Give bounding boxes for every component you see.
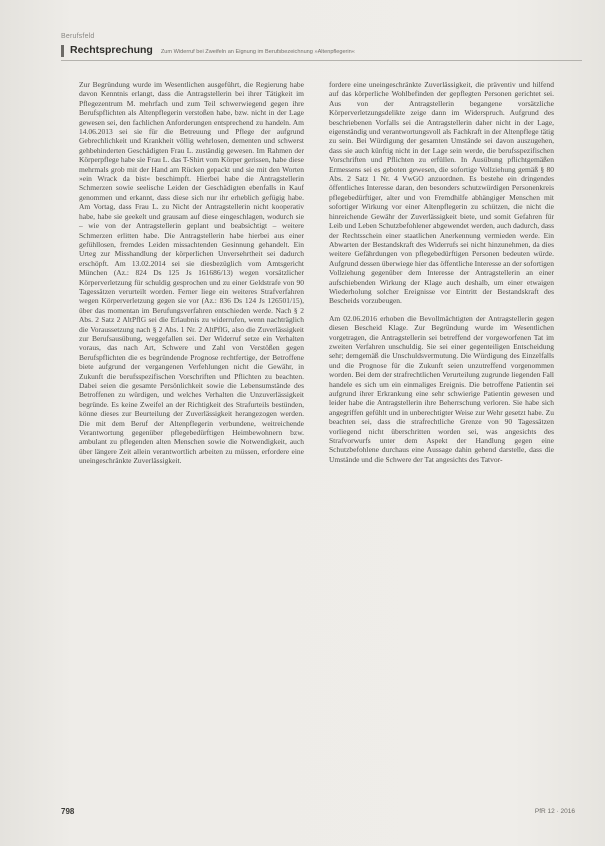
right-paragraph-1: fordere eine uneingeschränkte Zuverlässigkeit, die präventiv und hilfend auf das körperliche Wohlbefinden der gepflegten Personen gerichtet sei. Aus von der Antragstellerin begangene vorsätzliche Körperverletzungsdelikte zeige dann im Widerspruch. Aufgrund des beschriebenen Vorfalls sei die Antragstellerin daher nicht in der Lage, eigenständig und verantwortungsvoll als Fachkraft in der Altenpflege tätig zu sein. Bei Würdigung der gesamten Umstände sei davon auszugehen, dass sie auch künftig nicht in der Lage sein werde, die berufsspezifischen Vorschriften und Pflichten zu erfüllen. In Ausübung pflichtgemäßen Ermessens sei es geboten gewesen, die sofortige Vollziehung gemäß § 80 Abs. 2 Satz 1 Nr. 4 VwGO anzuordnen. Es bestehe ein dringendes öffentliches Interesse daran, den besonders schutzwürdigen Personenkreis pflegebedürftiger, alter und von Fremdhilfe abhängiger Menschen mit sofortiger Wirkung vor einer Altenpflegerin zu schützen, die nicht die hinreichende Gewähr der Zuverlässigkeit biete, und somit Gefahren für Leib und Leben Schutzbefohlener abgewendet werden, auch dadurch, dass der Rechtsschein einer staatlichen Anerkennung vermieden werde. Ein Abwarten der Bestandskraft des Widerrufs sei nicht hinzunehmen, da dies weitere Gefährdungen von pflegebedürftigen Personen bedeuten würde. Aufgrund dessen überwiege hier das öffentliche Interesse an der sofortigen Vollziehung gegenüber dem Interesse der Antragstellerin an einer aufschiebenden Wirkung der Klage auch deshalb, um einer etwaigen Wiederholung solcher Ereignisse vor Eintritt der Bestandskraft des Bescheids vorzubeugen. [329, 80, 554, 306]
section-label: Berufsfeld [61, 33, 95, 40]
page-header [61, 44, 581, 58]
header-subtitle: Zum Widerruf bei Zweifeln an Eignung im Berufsbezeichnung »Altenpflegerin« [160, 49, 355, 55]
header-marker-bar [61, 45, 64, 57]
journal-issue: PfR 12 · 2016 [534, 808, 575, 815]
text-column-left [79, 80, 304, 466]
left-paragraph-1: Zur Begründung wurde im Wesentlichen ausgeführt, die Regierung habe davon Kenntnis erlangt, dass die Antragstellerin bei ihrer Tätigkeit im Pflegezentrum M. mehrfach und zum Teil schwerwiegend gegen ihre Berufspflichten als Altenpflegerin verstoßen habe, bzw. nicht in der Lage gewesen sei, den fachlichen Anforderungen entsprechend zu handeln. Am 14.06.2013 sei sie für die Betreuung und Pflege der aufgrund Gebrechlichkeit und Krankheit völlig wehrlosen, dementen und schwerst gehbehinderten Geschädigten Frau L. zuständig gewesen. Im Rahmen der Körperpflege habe sie Frau L. das T-Shirt vom Körper gerissen, habe diese mehrmals grob mit der Hand am Rücken gepackt und sie mit den Worten »ein Wrack da bist« beschimpft. Hierbei habe die Antragstellerin Schmerzen sowie seelische Leiden der Geschädigten ebenfalls in Kauf genommen und erkannt, dass diese sich nur ihr erheblich gefügig habe. Am Vortag, dass Frau L. zu Nicht der Antragstellerin nicht kooperativ habe, habe sie geekelt und grausam auf diese eingeschlagen, wodurch sie – wie von der Antragstellerin geplant und beabsichtigt – weitere Schmerzen erlitten habe. Die Antragstellerin habe hierbei aus einer gefühllosen, fremdes Leiden missachtenden Gesinnung gehandelt. Ein Urteg zur Misshandlung der körperlichen Unversehrtheit sei dadurch erschöpft. Am 13.02.2014 sei sie diesbezüglich vom Amtsgericht München (Az.: 824 Ds 125 Js 161686/13) wegen vorsätzlicher Körperverletzung für schuldig gesprochen und zu einer Geldstrafe von 90 Tagessätzen verurteilt worden. Ferner liege ein weiteres Strafverfahren wegen Körperverletzung gegen sie vor (Az.: 836 Ds 124 Js 126501/15), über das momentan im Berufungsverfahren entschieden werde. Nach § 2 Abs. 2 Satz 2 AltPflG sei die Erlaubnis zu widerrufen, wenn nachträglich die Voraussetzung nach § 2 Abs. 1 Nr. 2 AltPflG, also die Zuverlässigkeit zur Berufsausübung, weggefallen sei. Der Widerruf setze ein Verhalten voraus, das nach Art, Schwere und Zahl von Verstößen gegen Berufspflichten die es begründende Prognose rechtfertige, der Betroffene biete aufgrund der vergangenen Verfehlungen nicht die Gewähr, in Zukunft die berufsspezifischen Vorschriften und Pflichten zu beachten. Dabei seien die gesamte Persönlichkeit sowie die Lebensumstände des Betroffenen zu würdigen, und welches Verhalten die Unzuverlässigkeit begründe. Es keine Zweifel an der Richtigkeit des Strafurteils bestünden, könne dieses zur Beurteilung der Zuverlässigkeit herangezogen werden. Die mit dem Beruf der Altenpflegerin verbundene, weitreichende Verantwortung gegenüber pflegebedürftigen Heimbewohnern bzw. ambulant zu pflegenden alten Menschen sowie die Notwendigkeit, auch über längere Zeit allein verantwortlich arbeiten zu müssen, erfordere eine uneingeschränkte Zuverlässigkeit. [79, 80, 304, 466]
header-divider [61, 60, 582, 61]
header-title: Rechtsprechung [70, 44, 153, 56]
column-gutter [316, 82, 317, 824]
right-paragraph-2: Am 02.06.2016 erhoben die Bevollmächtigten der Antragstellerin gegen diesen Bescheid Klage. Zur Begründung wurde im Wesentlichen vorgetragen, die Antragstellerin sei betreffend der vorgeworfenen Tat im zweiten Verfahren unschuldig. Sie sei einer gegenteiligen Entscheidung sehr; demgemäß die Unschuldsvermutung. Die Würdigung des Einzelfalls und die Prognose für die Zukunft seien unzutreffend vorgenommen worden. Bei dem der strafrechtlichen Verurteilung zugrunde liegenden Fall handele es sich um ein einmaliges Ereignis. Die betroffene Patientin sei aufgrund ihrer Erkrankung eine sehr schwierige Patientin gewesen und leider habe die Antragstellerin ihre Beherrschung verloren. Sie habe sich angegriffen gefühlt und in unberechtigter Weise zur Wehr gesetzt habe. Zu beachten sei, dass die strafrechtliche Grenze von 90 Tagessätzen vorliegend nicht überschritten worden sei, was angesichts des Strafvorwurfs unter dem Aspekt der Handlung gegen eine Schutzbefohlene durchaus eine Aussage dahin gehend darstelle, dass die Umstände und die Schwere der Tat angesichts des Tatvor- [329, 313, 554, 464]
paragraph-gap [329, 306, 554, 314]
text-column-right [329, 80, 554, 464]
page-number: 798 [61, 807, 75, 816]
